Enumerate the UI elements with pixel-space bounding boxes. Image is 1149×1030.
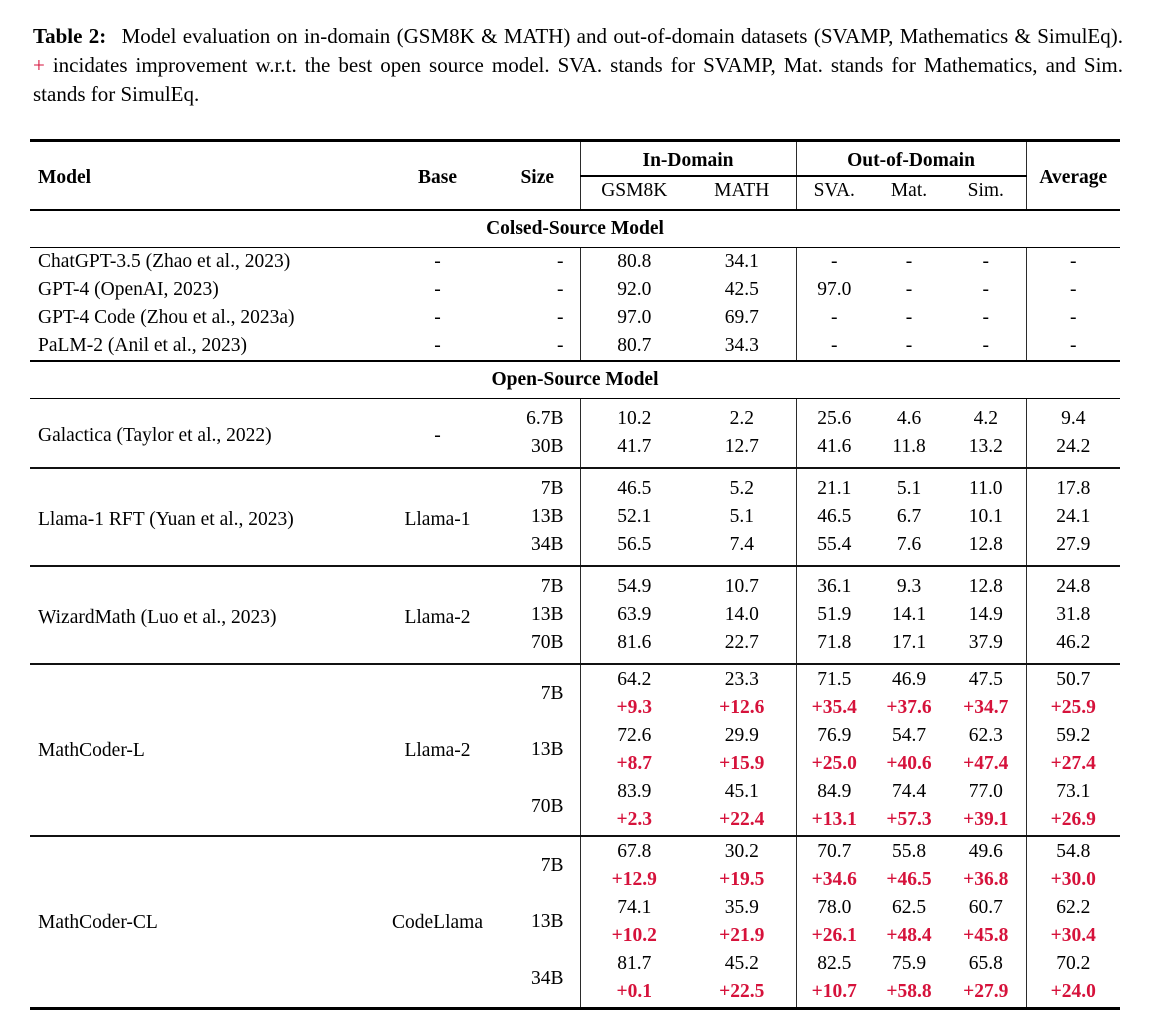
score-value: - xyxy=(982,251,989,272)
score-row xyxy=(30,664,1120,694)
score-value: 59.2 xyxy=(1026,722,1120,750)
score-value: 27.9 xyxy=(1026,531,1120,566)
col-header-out-of-domain: Out-of-Domain xyxy=(796,141,1026,177)
improvement-value: +26.1 xyxy=(796,922,872,950)
score-value: 34.1 xyxy=(724,251,759,272)
score-value: 35.9 xyxy=(724,897,759,918)
model-size: 13B xyxy=(530,604,564,625)
col-header-simuleq: Sim. xyxy=(946,176,1026,210)
score-value: 82.5 xyxy=(796,950,872,978)
model-size: 7B xyxy=(495,836,580,894)
score-value: 37.9 xyxy=(968,632,1003,653)
score-value: 76.9 xyxy=(796,722,872,750)
score-value: 36.1 xyxy=(796,566,872,601)
score-value: 10.2 xyxy=(580,399,688,434)
score-value: 81.7 xyxy=(580,950,688,978)
model-size: 34B xyxy=(530,967,564,989)
score-value: 54.8 xyxy=(1026,836,1120,866)
score-value: 63.9 xyxy=(580,601,688,629)
base-model: Llama-2 xyxy=(380,566,495,664)
score-value: 92.0 xyxy=(580,276,688,304)
col-header-size: Size xyxy=(495,141,580,211)
improvement-value: +0.1 xyxy=(580,978,688,1009)
model-size: - xyxy=(557,335,564,356)
model-name: GPT-4 Code (Zhou et al., 2023a) xyxy=(38,307,295,328)
improvement-value: +10.7 xyxy=(796,978,872,1009)
score-value: 46.9 xyxy=(872,664,946,694)
model-size: 70B xyxy=(530,795,564,817)
improvement-value: +12.6 xyxy=(719,697,765,718)
improvement-value: +45.8 xyxy=(963,925,1009,946)
score-value: 29.9 xyxy=(724,725,759,746)
score-value: 25.6 xyxy=(796,399,872,434)
model-name: PaLM-2 (Anil et al., 2023) xyxy=(38,335,248,356)
score-value: 73.1 xyxy=(1026,778,1120,806)
score-value: 70.2 xyxy=(1026,950,1120,978)
score-value: 7.4 xyxy=(729,534,754,555)
score-value: 24.2 xyxy=(1026,433,1120,468)
score-value: 5.2 xyxy=(688,468,796,503)
score-row xyxy=(30,566,1120,601)
improvement-value: +22.4 xyxy=(719,809,765,830)
score-value: 97.0 xyxy=(796,276,872,304)
score-value: 24.8 xyxy=(1026,566,1120,601)
model-size: - xyxy=(557,279,564,300)
score-value: 17.1 xyxy=(891,632,927,653)
col-header-mathematics: Mat. xyxy=(872,176,946,210)
improvement-value: +47.4 xyxy=(963,753,1009,774)
score-value: 69.7 xyxy=(724,307,759,328)
score-value: 10.1 xyxy=(968,506,1003,527)
base-model: - xyxy=(434,251,441,272)
caption-label: Table 2: xyxy=(33,24,107,48)
base-model: CodeLlama xyxy=(380,836,495,1009)
col-header-math: MATH xyxy=(688,176,796,210)
table-caption xyxy=(33,22,1123,109)
improvement-value: +39.1 xyxy=(963,809,1009,830)
score-value: 42.5 xyxy=(724,279,759,300)
score-value: - xyxy=(1026,332,1120,361)
model-name: ChatGPT-3.5 (Zhao et al., 2023) xyxy=(38,251,291,272)
score-value: - xyxy=(905,335,913,356)
score-value: 34.3 xyxy=(724,335,759,356)
score-value: 60.7 xyxy=(968,897,1003,918)
model-size: 34B xyxy=(530,534,564,555)
section-title: Colsed-Source Model xyxy=(30,210,1120,248)
score-value: - xyxy=(982,279,989,300)
improvement-value: +13.1 xyxy=(796,806,872,836)
score-row xyxy=(30,399,1120,434)
score-value: 41.6 xyxy=(796,433,872,468)
score-row xyxy=(30,276,1120,304)
score-value: 24.1 xyxy=(1026,503,1120,531)
score-value: - xyxy=(982,307,989,328)
score-value: - xyxy=(905,307,913,328)
caption-text-before: Model evaluation on in-domain (GSM8K & MATH) and out-of-domain datasets (SVAMP, Mathematics & SimulEq). xyxy=(115,24,1123,48)
score-value: 14.0 xyxy=(724,604,759,625)
improvement-value: +30.0 xyxy=(1026,866,1120,894)
score-row xyxy=(30,248,1120,277)
model-size: 70B xyxy=(530,632,564,653)
improvement-value: +30.4 xyxy=(1026,922,1120,950)
model-size: 13B xyxy=(530,911,564,932)
model-size: 13B xyxy=(530,506,564,527)
improvement-value: +34.6 xyxy=(796,866,872,894)
score-value: 5.1 xyxy=(872,468,946,503)
score-value: 97.0 xyxy=(580,304,688,332)
score-value: 21.1 xyxy=(796,468,872,503)
col-header-base: Base xyxy=(380,141,495,211)
model-size: - xyxy=(557,307,564,328)
score-value: 67.8 xyxy=(580,836,688,866)
section-title: Open-Source Model xyxy=(30,361,1120,399)
score-row xyxy=(30,836,1120,866)
score-value: 81.6 xyxy=(580,629,688,664)
score-value: 5.1 xyxy=(729,506,754,527)
score-value: 17.8 xyxy=(1026,468,1120,503)
score-value: 23.3 xyxy=(688,664,796,694)
improvement-value: +25.0 xyxy=(796,750,872,778)
score-value: 83.9 xyxy=(580,778,688,806)
score-value: 51.9 xyxy=(796,601,872,629)
score-value: 77.0 xyxy=(968,781,1003,802)
score-value: 71.8 xyxy=(796,629,872,664)
model-name: MathCoder-CL xyxy=(30,836,380,1009)
score-value: 9.3 xyxy=(872,566,946,601)
score-value: - xyxy=(905,251,913,272)
score-value: 72.6 xyxy=(580,722,688,750)
model-size: 30B xyxy=(530,436,564,457)
score-value: 46.2 xyxy=(1026,629,1120,664)
score-value: 80.7 xyxy=(580,332,688,361)
score-value: 52.1 xyxy=(580,503,688,531)
base-model: - xyxy=(434,425,441,446)
score-value: 11.8 xyxy=(892,436,926,457)
score-value: 64.2 xyxy=(580,664,688,694)
improvement-value: +12.9 xyxy=(580,866,688,894)
base-model: - xyxy=(434,335,441,356)
score-value: - xyxy=(982,335,989,356)
improvement-value: +9.3 xyxy=(580,694,688,722)
score-value: 55.8 xyxy=(872,836,946,866)
score-value: 46.5 xyxy=(580,468,688,503)
improvement-value: +46.5 xyxy=(886,869,932,890)
header-row-main xyxy=(30,141,1120,177)
improvement-value: +58.8 xyxy=(886,981,932,1002)
score-value: 41.7 xyxy=(580,433,688,468)
score-value: 47.5 xyxy=(946,664,1026,694)
improvement-value: +27.9 xyxy=(963,981,1009,1002)
improvement-value: +25.9 xyxy=(1026,694,1120,722)
improvement-value: +26.9 xyxy=(1026,806,1120,836)
score-value: 45.2 xyxy=(724,953,759,974)
score-row xyxy=(30,304,1120,332)
improvement-value: +8.7 xyxy=(580,750,688,778)
improvement-value: +27.4 xyxy=(1026,750,1120,778)
section-title-row xyxy=(30,361,1120,399)
score-value: 78.0 xyxy=(796,894,872,922)
improvement-value: +21.9 xyxy=(719,925,765,946)
improvement-value: +15.9 xyxy=(719,753,765,774)
improvement-value: +34.7 xyxy=(963,697,1009,718)
improvement-value: +10.2 xyxy=(580,922,688,950)
score-value: 46.5 xyxy=(796,503,872,531)
improvement-value: +35.4 xyxy=(796,694,872,722)
model-name: Llama-1 RFT (Yuan et al., 2023) xyxy=(30,468,380,566)
improvement-value: +37.6 xyxy=(886,697,932,718)
score-value: 6.7 xyxy=(896,506,922,527)
score-value: 2.2 xyxy=(729,408,754,429)
score-value: 62.3 xyxy=(968,725,1003,746)
improvement-value: +36.8 xyxy=(963,869,1009,890)
improvement-value: +40.6 xyxy=(886,753,932,774)
score-value: 80.8 xyxy=(580,248,688,277)
score-value: - xyxy=(796,248,872,277)
base-model: - xyxy=(434,279,441,300)
model-size: 13B xyxy=(530,739,564,760)
score-value: - xyxy=(1026,276,1120,304)
caption-plus-sign: + xyxy=(33,53,45,77)
score-value: 45.1 xyxy=(724,781,759,802)
col-header-model: Model xyxy=(30,141,380,211)
score-value: - xyxy=(796,304,872,332)
score-value: - xyxy=(796,332,872,361)
col-header-in-domain: In-Domain xyxy=(580,141,796,177)
score-value: 54.9 xyxy=(580,566,688,601)
score-value: - xyxy=(905,279,913,300)
score-value: 4.2 xyxy=(973,408,998,429)
model-name: WizardMath (Luo et al., 2023) xyxy=(30,566,380,664)
score-value: 31.8 xyxy=(1026,601,1120,629)
model-size: 7B xyxy=(495,566,580,601)
score-value: 56.5 xyxy=(580,531,688,566)
score-value: 12.8 xyxy=(968,534,1003,555)
model-name: Galactica (Taylor et al., 2022) xyxy=(38,425,272,446)
score-value: 50.7 xyxy=(1026,664,1120,694)
score-value: 13.2 xyxy=(968,436,1003,457)
score-value: 55.4 xyxy=(796,531,872,566)
score-value: 12.7 xyxy=(724,436,759,457)
improvement-value: +24.0 xyxy=(1026,978,1120,1009)
score-value: 65.8 xyxy=(968,953,1003,974)
improvement-value: +22.5 xyxy=(719,981,765,1002)
score-value: 84.9 xyxy=(796,778,872,806)
score-value: 10.7 xyxy=(688,566,796,601)
model-size: 7B xyxy=(495,468,580,503)
model-name: GPT-4 (OpenAI, 2023) xyxy=(38,279,219,300)
base-model: Llama-2 xyxy=(380,664,495,836)
col-header-svamp: SVA. xyxy=(796,176,872,210)
score-row xyxy=(30,332,1120,361)
score-value: 7.6 xyxy=(896,534,922,555)
results-table xyxy=(30,139,1120,1010)
base-model: Llama-1 xyxy=(380,468,495,566)
score-value: 74.4 xyxy=(891,781,927,802)
score-value: 49.6 xyxy=(946,836,1026,866)
score-value: 62.5 xyxy=(891,897,927,918)
model-size: - xyxy=(557,251,564,272)
score-value: - xyxy=(1026,304,1120,332)
score-value: - xyxy=(1026,248,1120,277)
model-name: MathCoder-L xyxy=(30,664,380,836)
caption-text-after: incidates improvement w.r.t. the best open source model. SVA. stands for SVAMP, Mat. stands for Mathematics, and Sim. stands for SimulEq. xyxy=(33,53,1123,106)
col-header-gsm8k: GSM8K xyxy=(580,176,688,210)
score-value: 9.4 xyxy=(1026,399,1120,434)
score-value: 70.7 xyxy=(796,836,872,866)
score-value: 30.2 xyxy=(688,836,796,866)
col-header-average: Average xyxy=(1026,141,1120,211)
score-value: 74.1 xyxy=(580,894,688,922)
score-value: 75.9 xyxy=(891,953,927,974)
improvement-value: +19.5 xyxy=(719,869,765,890)
score-value: 4.6 xyxy=(896,408,922,429)
score-value: 12.8 xyxy=(946,566,1026,601)
model-size: 7B xyxy=(495,664,580,722)
score-value: 54.7 xyxy=(891,725,927,746)
section-title-row xyxy=(30,210,1120,248)
score-row xyxy=(30,468,1120,503)
score-value: 22.7 xyxy=(724,632,759,653)
score-value: 11.0 xyxy=(946,468,1026,503)
base-model: - xyxy=(434,307,441,328)
improvement-value: +57.3 xyxy=(886,809,932,830)
score-value: 14.1 xyxy=(891,604,927,625)
score-value: 62.2 xyxy=(1026,894,1120,922)
improvement-value: +48.4 xyxy=(886,925,932,946)
score-value: 71.5 xyxy=(796,664,872,694)
model-size: 6.7B xyxy=(526,408,564,429)
score-value: 14.9 xyxy=(968,604,1003,625)
improvement-value: +2.3 xyxy=(580,806,688,836)
